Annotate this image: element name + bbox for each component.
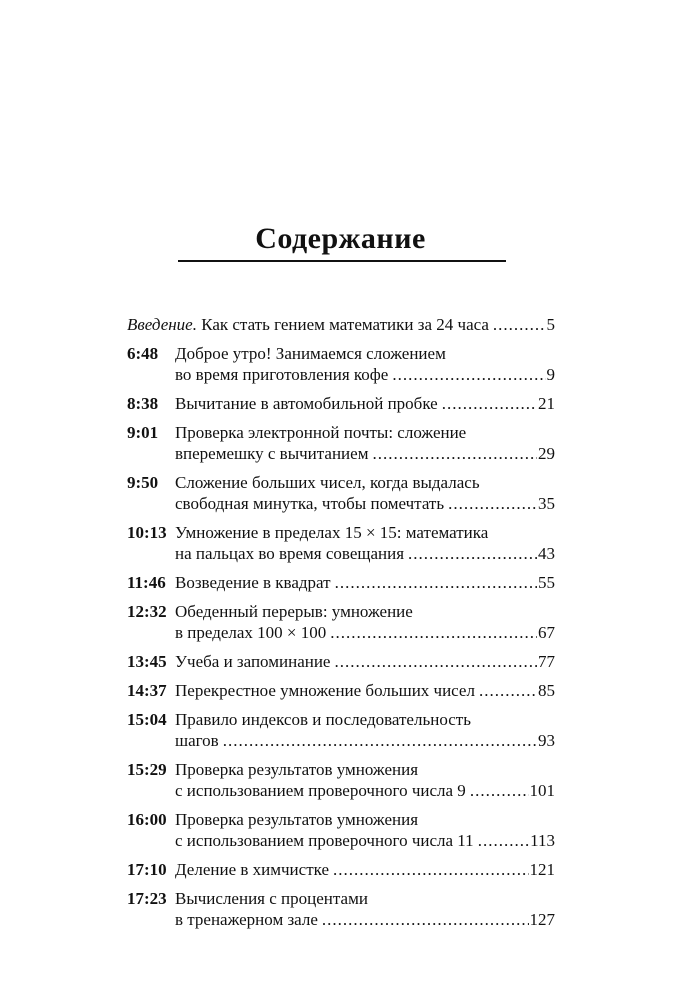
toc-entry[interactable] xyxy=(127,522,555,564)
toc-page-number: 5 xyxy=(546,315,555,334)
dot-leader xyxy=(493,314,546,335)
dot-leader xyxy=(335,572,537,593)
toc-entry-line xyxy=(175,622,555,643)
toc-entry[interactable] xyxy=(127,680,555,701)
title-underline xyxy=(178,260,506,262)
table-of-contents xyxy=(127,314,555,938)
dot-leader xyxy=(223,730,537,751)
toc-page-number: 55 xyxy=(538,573,555,592)
toc-entry[interactable] xyxy=(127,393,555,414)
dot-leader xyxy=(333,859,528,880)
toc-entry-time: 12:32 xyxy=(127,602,167,621)
toc-entry-text: в пределах 100 × 100 xyxy=(175,623,327,642)
toc-entry-text: во время приготовления кофе xyxy=(175,365,389,384)
dot-leader xyxy=(372,443,537,464)
toc-page-number: 113 xyxy=(530,831,555,850)
toc-entry-line xyxy=(127,314,555,335)
toc-page-number: 93 xyxy=(538,731,555,750)
toc-entry-text: Перекрестное умножение больших чисел xyxy=(175,681,475,700)
toc-entry-time: 11:46 xyxy=(127,573,166,592)
dot-leader xyxy=(392,364,545,385)
toc-entry-line xyxy=(175,830,555,851)
page-title: Содержание xyxy=(255,222,426,255)
toc-page-number: 127 xyxy=(529,910,555,929)
toc-entry-time: 15:04 xyxy=(127,710,167,729)
toc-entry-text: в тренажерном зале xyxy=(175,910,318,929)
toc-entry[interactable] xyxy=(127,422,555,464)
toc-page-number: 9 xyxy=(546,365,555,384)
toc-entry-text: с использованием проверочного числа 9 xyxy=(175,781,466,800)
toc-entry[interactable] xyxy=(127,759,555,801)
dot-leader xyxy=(442,393,537,414)
toc-page-number: 121 xyxy=(529,860,555,879)
toc-entry-text: на пальцах во время совещания xyxy=(175,544,405,563)
toc-entry-time: 8:38 xyxy=(127,394,159,413)
toc-entry-line xyxy=(175,393,555,414)
toc-page-number: 43 xyxy=(538,544,555,563)
toc-entry-time: 9:01 xyxy=(127,423,159,442)
intro-title: Как стать гением математики за 24 часа xyxy=(201,315,489,334)
toc-entry-text: Вычитание в автомобильной пробке xyxy=(175,394,438,413)
dot-leader xyxy=(408,543,537,564)
toc-entry-time: 9:50 xyxy=(127,473,159,492)
toc-entry-intro[interactable] xyxy=(127,314,555,335)
toc-page-number: 29 xyxy=(538,444,555,463)
toc-entry-text: Учеба и запоминание xyxy=(175,652,331,671)
toc-entry-time: 6:48 xyxy=(127,344,159,363)
dot-leader xyxy=(322,909,529,930)
toc-page-number: 67 xyxy=(538,623,555,642)
toc-entry[interactable] xyxy=(127,888,555,930)
dot-leader xyxy=(478,830,529,851)
toc-entry-text: с использованием проверочного числа 11 xyxy=(175,831,474,850)
toc-entry-line xyxy=(175,443,555,464)
toc-entry-line xyxy=(175,680,555,701)
toc-entry-text: Проверка результатов умножения xyxy=(175,810,419,829)
toc-entry-time: 17:23 xyxy=(127,889,167,908)
toc-entry-time: 14:37 xyxy=(127,681,167,700)
toc-entry-line xyxy=(175,493,555,514)
toc-entry-line xyxy=(175,543,555,564)
dot-leader xyxy=(334,651,537,672)
dot-leader xyxy=(448,493,537,514)
toc-entry-line xyxy=(175,572,555,593)
toc-page-number: 77 xyxy=(538,652,555,671)
toc-entry-line xyxy=(175,730,555,751)
toc-entry[interactable] xyxy=(127,343,555,385)
toc-entry[interactable] xyxy=(127,572,555,593)
dot-leader xyxy=(330,622,537,643)
toc-entry-text: Правило индексов и последовательность xyxy=(175,710,471,729)
toc-page-number: 35 xyxy=(538,494,555,513)
toc-entry-text: шагов xyxy=(175,731,219,750)
toc-entry-text: свободная минутка, чтобы помечтать xyxy=(175,494,445,513)
toc-entry[interactable] xyxy=(127,809,555,851)
toc-entry-line xyxy=(175,909,555,930)
toc-entry[interactable] xyxy=(127,472,555,514)
toc-entry-line xyxy=(175,651,555,672)
dot-leader xyxy=(479,680,537,701)
toc-entry-text: Деление в химчистке xyxy=(175,860,330,879)
toc-entry-text: Обеденный перерыв: умножение xyxy=(175,602,413,621)
toc-entry-text: вперемешку с вычитанием xyxy=(175,444,369,463)
toc-entries xyxy=(127,343,555,930)
toc-entry-text: Проверка результатов умножения xyxy=(175,760,419,779)
toc-entry-text: Умножение в пределах 15 × 15: математика xyxy=(175,523,489,542)
toc-entry-text: Проверка электронной почты: сложение xyxy=(175,423,467,442)
toc-entry-text: Сложение больших чисел, когда выдалась xyxy=(175,473,480,492)
toc-page-number: 101 xyxy=(529,781,555,800)
toc-entry-time: 10:13 xyxy=(127,523,167,542)
toc-entry-line xyxy=(175,780,555,801)
toc-entry[interactable] xyxy=(127,709,555,751)
toc-entry-text: Возведение в квадрат xyxy=(175,573,331,592)
toc-entry-time: 13:45 xyxy=(127,652,167,671)
toc-entry-time: 17:10 xyxy=(127,860,167,879)
toc-entry-time: 15:29 xyxy=(127,760,167,779)
toc-entry[interactable] xyxy=(127,859,555,880)
toc-entry[interactable] xyxy=(127,651,555,672)
intro-label: Введение. xyxy=(127,315,197,334)
toc-entry-text: Вычисления с процентами xyxy=(175,889,368,908)
toc-entry-text: Доброе утро! Занимаемся сложением xyxy=(175,344,446,363)
toc-page-number: 21 xyxy=(538,394,555,413)
toc-entry-line xyxy=(175,364,555,385)
toc-page-number: 85 xyxy=(538,681,555,700)
dot-leader xyxy=(470,780,529,801)
toc-entry-time: 16:00 xyxy=(127,810,167,829)
toc-entry[interactable] xyxy=(127,601,555,643)
toc-entry-text xyxy=(127,314,489,335)
toc-entry-line xyxy=(175,859,555,880)
